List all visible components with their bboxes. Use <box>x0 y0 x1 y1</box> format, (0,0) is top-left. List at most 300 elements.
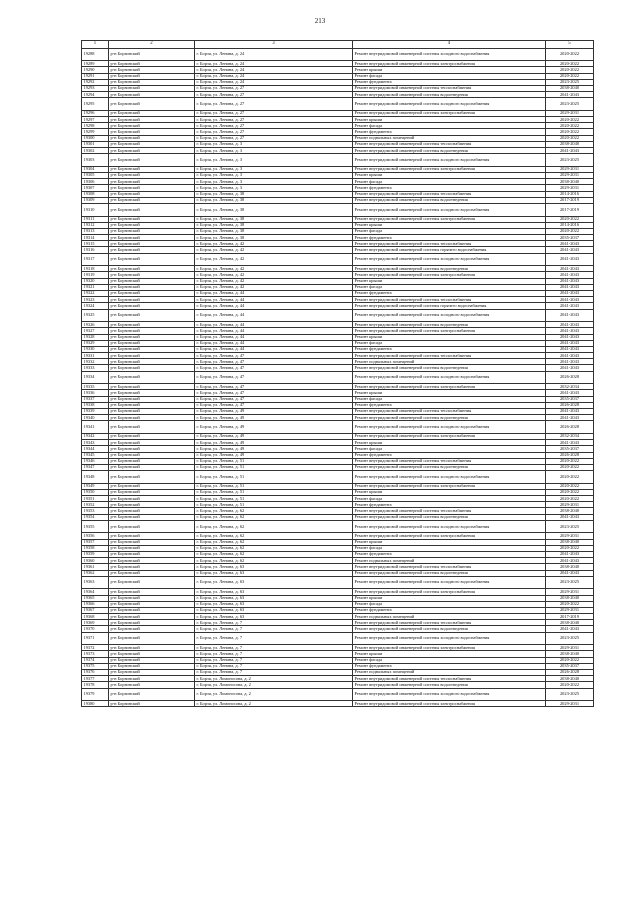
district-cell: р-н Борзинский <box>109 110 195 116</box>
work-type-cell: Ремонт крыши <box>353 173 546 179</box>
row-number-cell: 19341 <box>82 421 109 434</box>
district-cell: р-н Борзинский <box>109 253 195 266</box>
address-cell: г. Борзя, ул. Ленина, д. 27 <box>195 110 353 116</box>
district-cell: р-н Борзинский <box>109 607 195 613</box>
period-cell: 2020-2022 <box>546 464 594 470</box>
period-cell: 2041-2043 <box>546 359 594 365</box>
row-number-cell: 19324 <box>82 303 109 309</box>
row-number-cell: 19333 <box>82 365 109 371</box>
work-type-cell: Ремонт крыши <box>353 117 546 123</box>
period-cell: 2023-2025 <box>546 154 594 167</box>
address-cell: г. Борзя, ул. Ленина, д. 42 <box>195 253 353 266</box>
row-number-cell: 19343 <box>82 440 109 446</box>
work-type-cell: Ремонт крыши <box>353 334 546 340</box>
page-number: 213 <box>314 17 326 25</box>
row-number-cell: 19374 <box>82 657 109 663</box>
period-cell: 2029-2031 <box>546 645 594 651</box>
period-cell: 2023-2025 <box>546 79 594 85</box>
district-cell: р-н Борзинский <box>109 371 195 384</box>
work-type-cell: Ремонт крыши <box>353 539 546 545</box>
address-cell: г. Борзя, ул. Ленина, д. 3 <box>195 166 353 172</box>
row-number-cell: 19291 <box>82 73 109 79</box>
address-cell: г. Борзя, ул. Ленина, д. 42 <box>195 241 353 247</box>
period-cell: 2041-2043 <box>546 297 594 303</box>
work-type-cell: Ремонт внутридомовой инженерной системы теплоснабжения <box>353 508 546 514</box>
row-number-cell: 19328 <box>82 334 109 340</box>
period-cell: 2020-2022 <box>546 123 594 129</box>
header-cell: 4 <box>353 41 546 49</box>
period-cell: 2041-2043 <box>546 309 594 322</box>
district-cell: р-н Борзинский <box>109 92 195 98</box>
period-cell: 2038-2040 <box>546 676 594 682</box>
row-number-cell: 19355 <box>82 520 109 533</box>
district-cell: р-н Борзинский <box>109 514 195 520</box>
address-cell: г. Борзя, ул. Ленина, д. 24 <box>195 48 353 61</box>
period-cell: 2041-2043 <box>546 284 594 290</box>
period-cell: 2035-2037 <box>546 446 594 452</box>
work-type-cell: Ремонт внутридомовой инженерной системы холодного водоснабжения <box>353 520 546 533</box>
row-number-cell: 19346 <box>82 458 109 464</box>
work-type-cell: Ремонт внутридомовой инженерной системы водоотведения <box>353 365 546 371</box>
work-type-cell: Ремонт внутридомовой инженерной системы теплоснабжения <box>353 676 546 682</box>
address-cell: г. Борзя, ул. Ломоносова, д. 2 <box>195 688 353 701</box>
work-type-cell: Ремонт внутридомовой инженерной системы водоотведения <box>353 148 546 154</box>
district-cell: р-н Борзинский <box>109 266 195 272</box>
address-cell: г. Борзя, ул. Ленина, д. 44 <box>195 291 353 297</box>
work-type-cell: Ремонт фундамента <box>353 346 546 352</box>
district-cell: р-н Борзинский <box>109 384 195 390</box>
table-row <box>82 576 594 589</box>
work-type-cell: Ремонт фасада <box>353 123 546 129</box>
work-type-cell: Ремонт внутридомовой инженерной системы электроснабжения <box>353 328 546 334</box>
district-cell: р-н Борзинский <box>109 272 195 278</box>
row-number-cell: 19305 <box>82 173 109 179</box>
address-cell: г. Борзя, ул. Ленина, д. 44 <box>195 328 353 334</box>
address-cell: г. Борзя, ул. Ленина, д. 27 <box>195 123 353 129</box>
address-cell: г. Борзя, ул. Ленина, д. 63 <box>195 576 353 589</box>
period-cell: 2032-2034 <box>546 433 594 439</box>
work-type-cell: Ремонт крыши <box>353 489 546 495</box>
district-cell: р-н Борзинский <box>109 135 195 141</box>
address-cell: г. Борзя, ул. Ленина, д. 63 <box>195 607 353 613</box>
row-number-cell: 19327 <box>82 328 109 334</box>
work-type-cell: Ремонт подвальных помещений <box>353 135 546 141</box>
row-number-cell: 19320 <box>82 278 109 284</box>
district-cell: р-н Борзинский <box>109 701 195 707</box>
period-cell: 2041-2043 <box>546 551 594 557</box>
work-type-cell: Ремонт внутридомовой инженерной системы теплоснабжения <box>353 409 546 415</box>
row-number-cell: 19307 <box>82 185 109 191</box>
address-cell: г. Борзя, ул. Ленина, д. 63 <box>195 564 353 570</box>
address-cell: г. Борзя, ул. Ленина, д. 49 <box>195 415 353 421</box>
period-cell: 2041-2043 <box>546 272 594 278</box>
period-cell: 2029-2031 <box>546 502 594 508</box>
address-cell: г. Борзя, ул. Ленина, д. 7 <box>195 651 353 657</box>
district-cell: р-н Борзинский <box>109 452 195 458</box>
period-cell: 2041-2043 <box>546 247 594 253</box>
address-cell: г. Борзя, ул. Ленина, д. 24 <box>195 67 353 73</box>
district-cell: р-н Борзинский <box>109 328 195 334</box>
district-cell: р-н Борзинский <box>109 595 195 601</box>
row-number-cell: 19322 <box>82 291 109 297</box>
row-number-cell: 19359 <box>82 551 109 557</box>
row-number-cell: 19289 <box>82 61 109 67</box>
period-cell: 2041-2043 <box>546 346 594 352</box>
work-type-cell: Ремонт внутридомовой инженерной системы теплоснабжения <box>353 85 546 91</box>
period-cell: 2020-2022 <box>546 682 594 688</box>
period-cell: 2035-2037 <box>546 396 594 402</box>
work-type-cell: Ремонт крыши <box>353 390 546 396</box>
period-cell: 2041-2043 <box>546 390 594 396</box>
address-cell: г. Борзя, ул. Ленина, д. 47 <box>195 384 353 390</box>
period-cell: 2023-2025 <box>546 98 594 111</box>
row-number-cell: 19338 <box>82 402 109 408</box>
address-cell: г. Борзя, ул. Ленина, д. 24 <box>195 61 353 67</box>
work-type-cell: Ремонт фасада <box>353 228 546 234</box>
row-number-cell: 19292 <box>82 79 109 85</box>
address-cell: г. Борзя, ул. Ленина, д. 44 <box>195 346 353 352</box>
district-cell: р-н Борзинский <box>109 576 195 589</box>
work-type-cell: Ремонт внутридомовой инженерной системы электроснабжения <box>353 61 546 67</box>
district-cell: р-н Борзинский <box>109 458 195 464</box>
row-number-cell: 19375 <box>82 663 109 669</box>
period-cell: 2026-2028 <box>546 371 594 384</box>
row-number-cell: 19353 <box>82 508 109 514</box>
work-type-cell: Ремонт фундамента <box>353 291 546 297</box>
address-cell: г. Борзя, ул. Ленина, д. 44 <box>195 334 353 340</box>
address-cell: г. Борзя, ул. Ленина, д. 42 <box>195 247 353 253</box>
period-cell: 2020-2022 <box>546 129 594 135</box>
period-cell: 2029-2031 <box>546 185 594 191</box>
row-number-cell: 19300 <box>82 135 109 141</box>
district-cell: р-н Борзинский <box>109 340 195 346</box>
work-type-cell: Ремонт внутридомовой инженерной системы электроснабжения <box>353 645 546 651</box>
district-cell: р-н Борзинский <box>109 173 195 179</box>
row-number-cell: 19290 <box>82 67 109 73</box>
work-type-cell: Ремонт фундамента <box>353 452 546 458</box>
period-cell: 2041-2043 <box>546 558 594 564</box>
period-cell: 2029-2031 <box>546 589 594 595</box>
district-cell: р-н Борзинский <box>109 409 195 415</box>
period-cell: 2041-2043 <box>546 303 594 309</box>
period-cell: 2026-2028 <box>546 669 594 675</box>
period-cell: 2041-2043 <box>546 148 594 154</box>
district-cell: р-н Борзинский <box>109 390 195 396</box>
address-cell: г. Борзя, ул. Ленина, д. 62 <box>195 545 353 551</box>
work-type-cell: Ремонт внутридомовой инженерной системы горячего водоснабжения <box>353 247 546 253</box>
period-cell: 2041-2043 <box>546 440 594 446</box>
work-type-cell: Ремонт внутридомовой инженерной системы теплоснабжения <box>353 458 546 464</box>
period-cell: 2020-2022 <box>546 216 594 222</box>
work-type-cell: Ремонт внутридомовой инженерной системы водоотведения <box>353 322 546 328</box>
address-cell: г. Борзя, ул. Ленина, д. 7 <box>195 632 353 645</box>
period-cell: 2023-2025 <box>546 576 594 589</box>
address-cell: г. Борзя, ул. Ленина, д. 63 <box>195 570 353 576</box>
row-number-cell: 19349 <box>82 483 109 489</box>
row-number-cell: 19332 <box>82 359 109 365</box>
address-cell: г. Борзя, ул. Ленина, д. 38 <box>195 203 353 216</box>
row-number-cell: 19350 <box>82 489 109 495</box>
period-cell: 2041-2043 <box>546 253 594 266</box>
row-number-cell: 19310 <box>82 203 109 216</box>
period-cell: 2026-2028 <box>546 421 594 434</box>
period-cell: 2023-2025 <box>546 520 594 533</box>
work-type-cell: Ремонт фасада <box>353 657 546 663</box>
table-row <box>82 632 594 645</box>
work-type-cell: Ремонт фундамента <box>353 79 546 85</box>
row-number-cell: 19312 <box>82 222 109 228</box>
work-type-cell: Ремонт крыши <box>353 651 546 657</box>
address-cell: г. Борзя, ул. Ленина, д. 3 <box>195 179 353 185</box>
work-type-cell: Ремонт внутридомовой инженерной системы холодного водоснабжения <box>353 421 546 434</box>
district-cell: р-н Борзинский <box>109 551 195 557</box>
district-cell: р-н Борзинский <box>109 297 195 303</box>
address-cell: г. Борзя, ул. Ленина, д. 62 <box>195 551 353 557</box>
address-cell: г. Борзя, ул. Ленина, д. 3 <box>195 148 353 154</box>
row-number-cell: 19357 <box>82 539 109 545</box>
period-cell: 2020-2022 <box>546 657 594 663</box>
row-number-cell: 19314 <box>82 235 109 241</box>
address-cell: г. Борзя, ул. Ленина, д. 51 <box>195 496 353 502</box>
address-cell: г. Борзя, ул. Ленина, д. 63 <box>195 614 353 620</box>
address-cell: г. Борзя, ул. Ленина, д. 49 <box>195 446 353 452</box>
work-type-cell: Ремонт внутридомовой инженерной системы теплоснабжения <box>353 353 546 359</box>
row-number-cell: 19299 <box>82 129 109 135</box>
row-number-cell: 19377 <box>82 676 109 682</box>
district-cell: р-н Борзинский <box>109 291 195 297</box>
row-number-cell: 19336 <box>82 390 109 396</box>
table-row <box>82 688 594 701</box>
address-cell: г. Борзя, ул. Ленина, д. 62 <box>195 514 353 520</box>
address-cell: г. Борзя, ул. Ленина, д. 3 <box>195 185 353 191</box>
address-cell: г. Борзя, ул. Ленина, д. 38 <box>195 216 353 222</box>
period-cell: 2026-2028 <box>546 452 594 458</box>
district-cell: р-н Борзинский <box>109 179 195 185</box>
header-cell: 1 <box>82 41 109 49</box>
work-type-cell: Ремонт фасада <box>353 340 546 346</box>
work-type-cell: Ремонт внутридомовой инженерной системы холодного водоснабжения <box>353 98 546 111</box>
row-number-cell: 19297 <box>82 117 109 123</box>
table-row <box>82 520 594 533</box>
period-cell: 2020-2022 <box>546 489 594 495</box>
district-cell: р-н Борзинский <box>109 98 195 111</box>
work-type-cell: Ремонт фасада <box>353 396 546 402</box>
row-number-cell: 19361 <box>82 564 109 570</box>
address-cell: г. Борзя, ул. Ленина, д. 27 <box>195 129 353 135</box>
address-cell: г. Борзя, ул. Ленина, д. 24 <box>195 79 353 85</box>
work-type-cell: Ремонт внутридомовой инженерной системы теплоснабжения <box>353 191 546 197</box>
row-number-cell: 19364 <box>82 589 109 595</box>
row-number-cell: 19351 <box>82 496 109 502</box>
period-cell: 2041-2043 <box>546 415 594 421</box>
row-number-cell: 19318 <box>82 266 109 272</box>
work-type-cell: Ремонт внутридомовой инженерной системы холодного водоснабжения <box>353 371 546 384</box>
work-type-cell: Ремонт крыши <box>353 222 546 228</box>
period-cell: 2014-2016 <box>546 222 594 228</box>
row-number-cell: 19331 <box>82 353 109 359</box>
table-row <box>82 471 594 484</box>
row-number-cell: 19367 <box>82 607 109 613</box>
district-cell: р-н Борзинский <box>109 446 195 452</box>
period-cell: 2038-2040 <box>546 564 594 570</box>
district-cell: р-н Борзинский <box>109 688 195 701</box>
district-cell: р-н Борзинский <box>109 284 195 290</box>
address-cell: г. Борзя, ул. Ломоносова, д. 2 <box>195 701 353 707</box>
row-number-cell: 19306 <box>82 179 109 185</box>
district-cell: р-н Борзинский <box>109 241 195 247</box>
period-cell: 2023-2025 <box>546 632 594 645</box>
row-number-cell: 19376 <box>82 669 109 675</box>
row-number-cell: 19369 <box>82 620 109 626</box>
row-number-cell: 19303 <box>82 154 109 167</box>
row-number-cell: 19329 <box>82 340 109 346</box>
district-cell: р-н Борзинский <box>109 669 195 675</box>
row-number-cell: 19311 <box>82 216 109 222</box>
period-cell: 2026-2028 <box>546 402 594 408</box>
address-cell: г. Борзя, ул. Ленина, д. 47 <box>195 359 353 365</box>
district-cell: р-н Борзинский <box>109 203 195 216</box>
work-type-cell: Ремонт внутридомовой инженерной системы электроснабжения <box>353 433 546 439</box>
address-cell: г. Борзя, ул. Ленина, д. 3 <box>195 154 353 167</box>
row-number-cell: 19304 <box>82 166 109 172</box>
district-cell: р-н Борзинский <box>109 166 195 172</box>
address-cell: г. Борзя, ул. Ленина, д. 44 <box>195 309 353 322</box>
address-cell: г. Борзя, ул. Ленина, д. 38 <box>195 228 353 234</box>
address-cell: г. Борзя, ул. Ленина, д. 7 <box>195 645 353 651</box>
table-body <box>82 48 594 707</box>
work-type-cell: Ремонт фасада <box>353 601 546 607</box>
period-cell: 2029-2031 <box>546 166 594 172</box>
address-cell: г. Борзя, ул. Ленина, д. 49 <box>195 421 353 434</box>
address-cell: г. Борзя, ул. Ломоносова, д. 2 <box>195 682 353 688</box>
work-type-cell: Ремонт подвальных помещений <box>353 669 546 675</box>
district-cell: р-н Борзинский <box>109 682 195 688</box>
period-cell: 2041-2043 <box>546 514 594 520</box>
address-cell: г. Борзя, ул. Ленина, д. 49 <box>195 440 353 446</box>
work-type-cell: Ремонт внутридомовой инженерной системы электроснабжения <box>353 110 546 116</box>
district-cell: р-н Борзинский <box>109 558 195 564</box>
period-cell: 2041-2043 <box>546 291 594 297</box>
address-cell: г. Борзя, ул. Ленина, д. 7 <box>195 657 353 663</box>
address-cell: г. Борзя, ул. Ленина, д. 62 <box>195 539 353 545</box>
row-number-cell: 19344 <box>82 446 109 452</box>
period-cell: 2041-2043 <box>546 365 594 371</box>
address-cell: г. Борзя, ул. Ленина, д. 63 <box>195 601 353 607</box>
district-cell: р-н Борзинский <box>109 222 195 228</box>
work-type-cell: Ремонт фундамента <box>353 185 546 191</box>
district-cell: р-н Борзинский <box>109 191 195 197</box>
row-number-cell: 19371 <box>82 632 109 645</box>
table-row <box>82 203 594 216</box>
work-type-cell: Ремонт подвальных помещений <box>353 359 546 365</box>
district-cell: р-н Борзинский <box>109 346 195 352</box>
address-cell: г. Борзя, ул. Ленина, д. 27 <box>195 98 353 111</box>
row-number-cell: 19372 <box>82 645 109 651</box>
row-number-cell: 19296 <box>82 110 109 116</box>
period-cell: 2017-2019 <box>546 203 594 216</box>
work-type-cell: Ремонт внутридомовой инженерной системы холодного водоснабжения <box>353 688 546 701</box>
table-row <box>82 701 594 707</box>
district-cell: р-н Борзинский <box>109 61 195 67</box>
address-cell: г. Борзя, ул. Ленина, д. 47 <box>195 353 353 359</box>
address-cell: г. Борзя, ул. Ленина, д. 51 <box>195 458 353 464</box>
district-cell: р-н Борзинский <box>109 539 195 545</box>
district-cell: р-н Борзинский <box>109 626 195 632</box>
address-cell: г. Борзя, ул. Ленина, д. 7 <box>195 626 353 632</box>
district-cell: р-н Борзинский <box>109 73 195 79</box>
row-number-cell: 19348 <box>82 471 109 484</box>
work-type-cell: Ремонт фундамента <box>353 663 546 669</box>
address-cell: г. Борзя, ул. Ленина, д. 49 <box>195 433 353 439</box>
work-type-cell: Ремонт внутридомовой инженерной системы горячего водоснабжения <box>353 303 546 309</box>
period-cell: 2041-2043 <box>546 340 594 346</box>
period-cell: 2041-2043 <box>546 328 594 334</box>
period-cell: 2035-2037 <box>546 235 594 241</box>
row-number-cell: 19365 <box>82 595 109 601</box>
period-cell: 2041-2043 <box>546 334 594 340</box>
district-cell: р-н Борзинский <box>109 676 195 682</box>
address-cell: г. Борзя, ул. Ленина, д. 51 <box>195 464 353 470</box>
district-cell: р-н Борзинский <box>109 353 195 359</box>
district-cell: р-н Борзинский <box>109 402 195 408</box>
address-cell: г. Борзя, ул. Ленина, д. 62 <box>195 508 353 514</box>
address-cell: г. Борзя, ул. Ленина, д. 27 <box>195 135 353 141</box>
row-number-cell: 19366 <box>82 601 109 607</box>
row-number-cell: 19315 <box>82 241 109 247</box>
period-cell: 2041-2043 <box>546 322 594 328</box>
work-type-cell: Ремонт фасада <box>353 73 546 79</box>
district-cell: р-н Борзинский <box>109 496 195 502</box>
row-number-cell: 19363 <box>82 576 109 589</box>
work-type-cell: Ремонт фасада <box>353 446 546 452</box>
address-cell: г. Борзя, ул. Ленина, д. 3 <box>195 173 353 179</box>
period-cell: 2014-2016 <box>546 191 594 197</box>
district-cell: р-н Борзинский <box>109 614 195 620</box>
district-cell: р-н Борзинский <box>109 154 195 167</box>
period-cell: 2041-2043 <box>546 409 594 415</box>
row-number-cell: 19370 <box>82 626 109 632</box>
district-cell: р-н Борзинский <box>109 440 195 446</box>
period-cell: 2041-2043 <box>546 353 594 359</box>
district-cell: р-н Борзинский <box>109 228 195 234</box>
table-row <box>82 48 594 61</box>
period-cell: 2020-2022 <box>546 61 594 67</box>
district-cell: р-н Борзинский <box>109 415 195 421</box>
work-type-cell: Ремонт внутридомовой инженерной системы холодного водоснабжения <box>353 576 546 589</box>
row-number-cell: 19330 <box>82 346 109 352</box>
row-number-cell: 19335 <box>82 384 109 390</box>
period-cell: 2041-2043 <box>546 266 594 272</box>
period-cell: 2017-2019 <box>546 197 594 203</box>
address-cell: г. Борзя, ул. Ленина, д. 38 <box>195 197 353 203</box>
row-number-cell: 19293 <box>82 85 109 91</box>
address-cell: г. Борзя, ул. Ленина, д. 27 <box>195 85 353 91</box>
period-cell: 2041-2043 <box>546 570 594 576</box>
district-cell: р-н Борзинский <box>109 123 195 129</box>
work-type-cell: Ремонт внутридомовой инженерной системы электроснабжения <box>353 589 546 595</box>
district-cell: р-н Борзинский <box>109 396 195 402</box>
district-cell: р-н Борзинский <box>109 564 195 570</box>
work-type-cell: Ремонт внутридомовой инженерной системы электроснабжения <box>353 166 546 172</box>
district-cell: р-н Борзинский <box>109 433 195 439</box>
work-type-cell: Ремонт внутридомовой инженерной системы водоотведения <box>353 197 546 203</box>
district-cell: р-н Борзинский <box>109 464 195 470</box>
table-row <box>82 253 594 266</box>
period-cell: 2020-2022 <box>546 545 594 551</box>
row-number-cell: 19368 <box>82 614 109 620</box>
district-cell: р-н Борзинский <box>109 359 195 365</box>
work-type-cell: Ремонт внутридомовой инженерной системы водоотведения <box>353 415 546 421</box>
